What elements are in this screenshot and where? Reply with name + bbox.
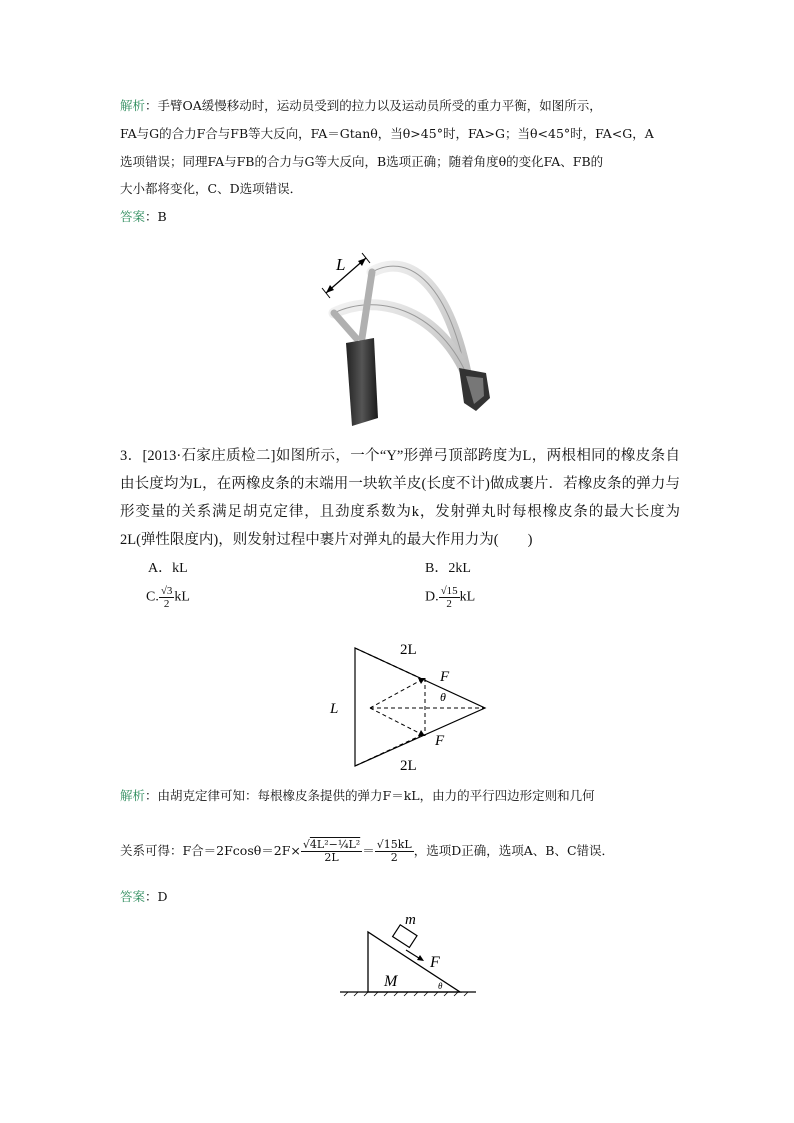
option-a[interactable]: A．kL	[148, 561, 188, 576]
mass-label-small: m	[405, 912, 416, 928]
formula-equals: ＝	[362, 843, 375, 858]
mass-label-large: M	[384, 973, 398, 990]
formula-result-den: 2	[390, 851, 398, 864]
top-length-label: 2L	[400, 642, 417, 658]
angle-label: θ	[440, 690, 446, 704]
solution-text: ：由胡克定律可知：每根橡皮条提供的弹力F＝kL，由力的平行四边形定则和几何	[145, 788, 595, 803]
force-arrow-lower	[418, 730, 425, 736]
solution-label: 解析	[120, 788, 146, 803]
answer-label: 答案	[120, 889, 146, 904]
answer-label: 答案	[120, 209, 146, 224]
solution2-line2	[120, 838, 614, 864]
formula-sqrt: √4L²−¼L²	[302, 838, 361, 851]
option-c-prefix: C.	[146, 589, 159, 605]
question-number: 3．	[120, 448, 143, 464]
option-c-num: √3	[160, 585, 173, 597]
incline-figure	[338, 912, 478, 1000]
block	[393, 925, 417, 948]
formula-denominator: 2L	[324, 851, 339, 864]
left-length-label: L	[330, 701, 339, 717]
force-label-lower: F	[435, 733, 445, 749]
question3	[120, 442, 680, 554]
bottom-length-label: 2L	[400, 758, 417, 774]
option-d-num: √15	[440, 585, 458, 597]
option-c-suffix: kL	[174, 589, 190, 605]
formula-radicand: 4L²−¼L²	[309, 838, 361, 851]
option-c[interactable]	[146, 585, 190, 610]
solution1-line4: 大小都将变化，C、D选项错误．	[120, 181, 303, 196]
force-label-upper: F	[440, 669, 450, 685]
answer-value: ：B	[145, 209, 167, 224]
angle-label: θ	[438, 981, 443, 991]
answer2	[120, 889, 168, 905]
length-label: L	[336, 255, 346, 274]
option-d-prefix: D.	[425, 589, 439, 605]
question-text: 如图所示，一个“Y”形弹弓顶部跨度为L，两根相同的橡皮条自由长度均为L，在两橡皮条的末端用一块软羊皮(长度不计)做成裹片．若橡皮条的弹力与形变量的关系满足胡克定律，且劲度系数为k，发射弹丸时每根橡皮条的最大长度为2L(弹性限度内)，则发射过程中裹片对弹丸的最大作用力为( )	[120, 448, 680, 548]
formula-prefix: 关系可得：F合＝2Fcosθ＝2F×	[120, 843, 301, 858]
force-label: F	[430, 954, 440, 971]
answer1	[120, 209, 167, 225]
slingshot-handle	[346, 338, 378, 426]
answer-value: ：D	[145, 889, 168, 904]
solution1-line1	[120, 98, 602, 114]
formula-result-num: √15kL	[376, 838, 412, 851]
triangle-figure	[325, 638, 500, 776]
question-source: [2013·石家庄质检二]	[142, 448, 276, 464]
formula-suffix: ，选项D正确，选项A、B、C错误．	[413, 843, 615, 858]
option-d-suffix: kL	[459, 589, 476, 605]
option-c-den: 2	[163, 598, 170, 610]
solution1-line2: FA与G的合力F合与FB等大反向，FA＝Gtanθ，当θ>45°时，FA>G；当θ<45°时，FA<G，A	[120, 126, 654, 141]
solution1-line3: 选项错误；同理FA与FB的合力与G等大反向，B选项正确；随着角度θ的变化FA、FB的	[120, 154, 604, 169]
solution-text: ：手臂OA缓慢移动时，运动员受到的拉力以及运动员所受的重力平衡，如图所示，	[145, 98, 602, 113]
triangle-outline	[355, 648, 485, 766]
force-arrow-upper	[418, 678, 425, 684]
option-b[interactable]: B．2kL	[425, 561, 471, 576]
slingshot-figure	[316, 238, 498, 434]
option-d[interactable]	[425, 585, 475, 610]
solution-label: 解析	[120, 98, 146, 113]
option-d-den: 2	[446, 598, 452, 610]
solution2-line1	[120, 788, 595, 804]
